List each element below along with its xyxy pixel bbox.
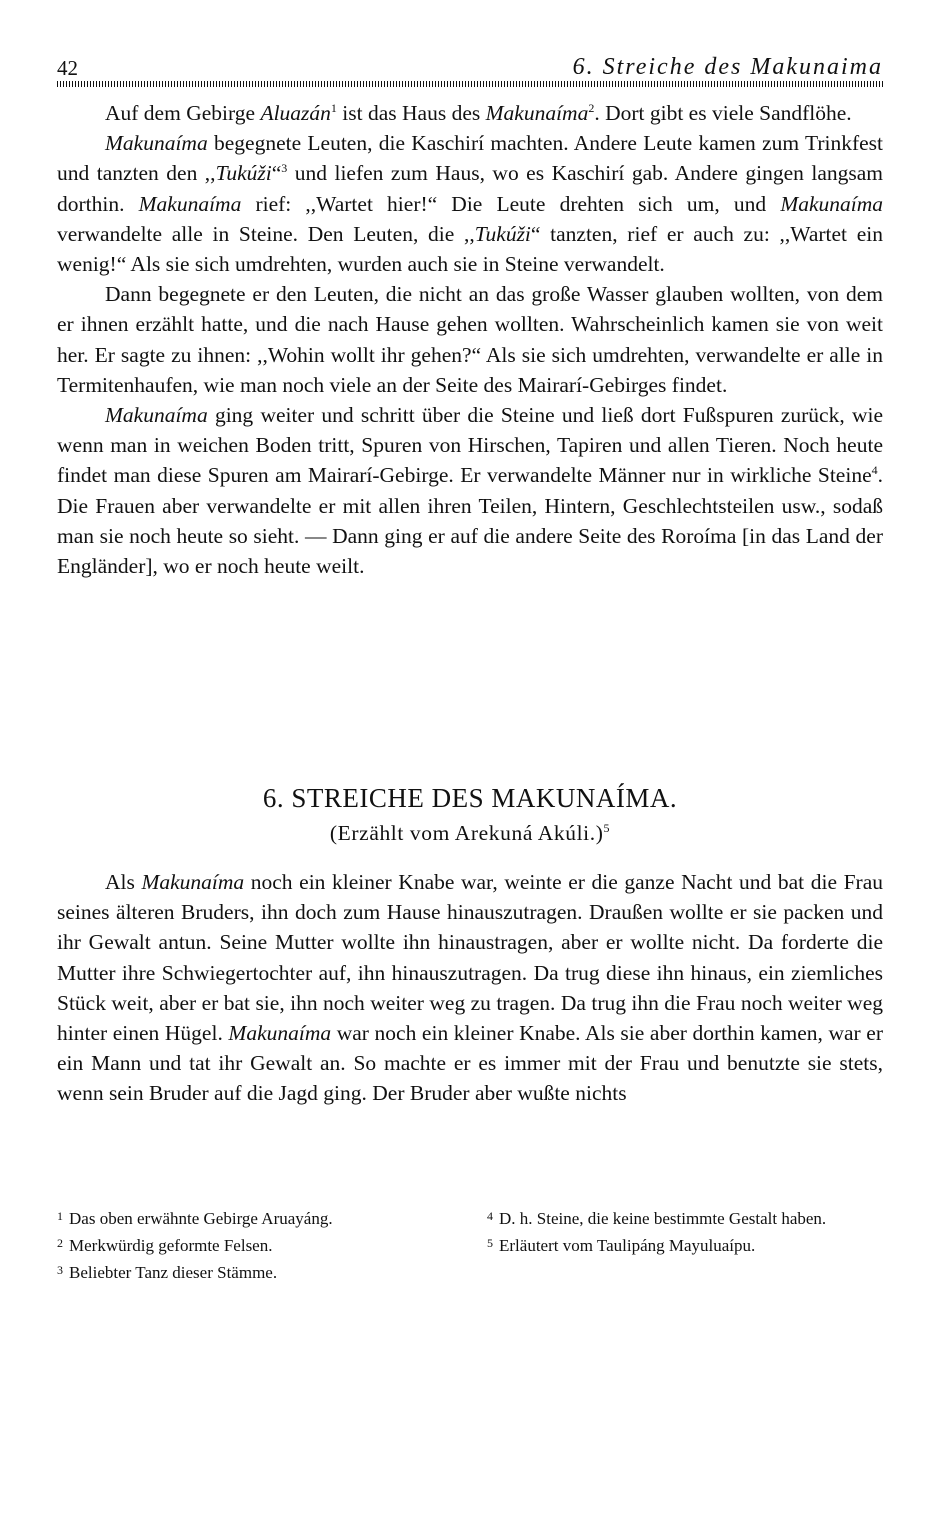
- section-6-text: [57, 867, 883, 1109]
- paragraph: Makunaíma ging weiter und schritt über die Steine und ließ dort Fußspuren zurück, wie wenn man in weichen Boden tritt, Spuren von Hirschen, Tapiren und allen Tieren. Noch heute findet man diese Spuren am Mairarí-Gebirge. Er verwandelte Männer nur in wirkliche Steine$^4$. Die Frauen aber verwandelte er mit allen ihren Teilen, Hintern, Geschlechtsteilen usw., sodaß man sie noch heute so sieht. — Dann ging er auf die andere Seite des Roroíma [in das Land der Engländer], wo er noch heute weilt.: [57, 403, 883, 579]
- paragraph: Makunaíma begegnete Leuten, die Kaschirí machten. Andere Leute kamen zum Trinkfest und tanzten den ,,Tukúži“$^3$ und liefen zum Haus, wo es Kaschirí gab. Andere gingen langsam dorthin. Makunaíma rief: ,,Wartet hier!“ Die Leute drehten sich um, und Makunaíma verwandelte alle in Steine. Den Leuten, die ,,Tukúži“ tanzten, rief er auch zu: ,,Wartet ein wenig!“ Als sie sich umdrehten, wurden auch sie in Steine verwandelt.: [57, 131, 884, 277]
- header-rule: [57, 81, 883, 87]
- paragraph: Dann begegnete er den Leuten, die nicht an das große Wasser glauben wollten, von dem er ihnen erzählt hatte, und die nach Hause gehen wollten. Wahrscheinlich kamen sie von weit her. Er sagte zu ihnen: ,,Wohin wollt ihr gehen?“ Als sie sich umdrehten, verwandelte er alle in Termitenhaufen, wie man noch viele an der Seite des Mairarí-Gebirges findet.: [57, 282, 883, 397]
- chapter-title: 6. STREICHE DES MAKUNAÍMA.: [262, 783, 678, 813]
- paragraph: Als Makunaíma noch ein kleiner Knabe war, weinte er die ganze Nacht und bat die Frau seines älteren Bruders, ihn doch zum Hause hinauszutragen. Draußen wollte er sie packen und ihr Gewalt antun. Seine Mutter wollte ihn hinaustragen, aber er wollte nicht. Da forderte die Mutter ihre Schwiegertochter auf, ihn hinauszutragen. Da trug diese ihn hinaus, ein ziemliches Stück weit, aber er bat sie, ihn noch weiter weg zu tragen. Da trug ihn die Frau noch weiter weg hinter einen Hügel. Makunaíma war noch ein kleiner Knabe. Als sie aber dorthin kamen, war er ein Mann und tat ihr Gewalt an. So machte er es immer mit der Frau und benutzte sie stets, wenn sein Bruder auf die Jagd ging. Der Bruder aber wußte nichts: [57, 870, 883, 1106]
- footnote-ref: 5: [603, 821, 611, 835]
- section-5-ending: [57, 98, 883, 581]
- page-header: [57, 56, 883, 88]
- footnote-ref: 2: [588, 101, 595, 115]
- footnotes-left-column: [57, 1204, 462, 1285]
- footnote-ref: 1: [330, 101, 337, 115]
- footnote: $^1$ Das oben erwähnte Gebirge Aruayáng.: [57, 1209, 333, 1228]
- footnote: $^4$ D. h. Steine, die keine bestimmte Gestalt haben.: [487, 1209, 827, 1228]
- chapter-subtitle: (Erzählt vom Arekuná Akúli.)$^5$: [329, 821, 611, 845]
- footnote: $^5$ Erläutert vom Taulipáng Mayuluaípu.: [487, 1236, 756, 1255]
- footnote: $^3$ Beliebter Tanz dieser Stämme.: [57, 1263, 278, 1282]
- running-head: 6. Streiche des Makunaima: [572, 54, 883, 80]
- footnotes-right-column: [487, 1204, 883, 1258]
- footnote: $^2$ Merkwürdig geformte Felsen.: [57, 1236, 273, 1255]
- chapter-heading: [57, 780, 883, 848]
- page-number: 42: [57, 56, 78, 80]
- footnote-ref: 4: [871, 463, 878, 478]
- footnote-ref: 3: [281, 161, 288, 176]
- paragraph: Auf dem Gebirge Aluazán$^1$ ist das Haus des Makunaíma$^2$. Dort gibt es viele Sandflöhe.: [105, 101, 852, 125]
